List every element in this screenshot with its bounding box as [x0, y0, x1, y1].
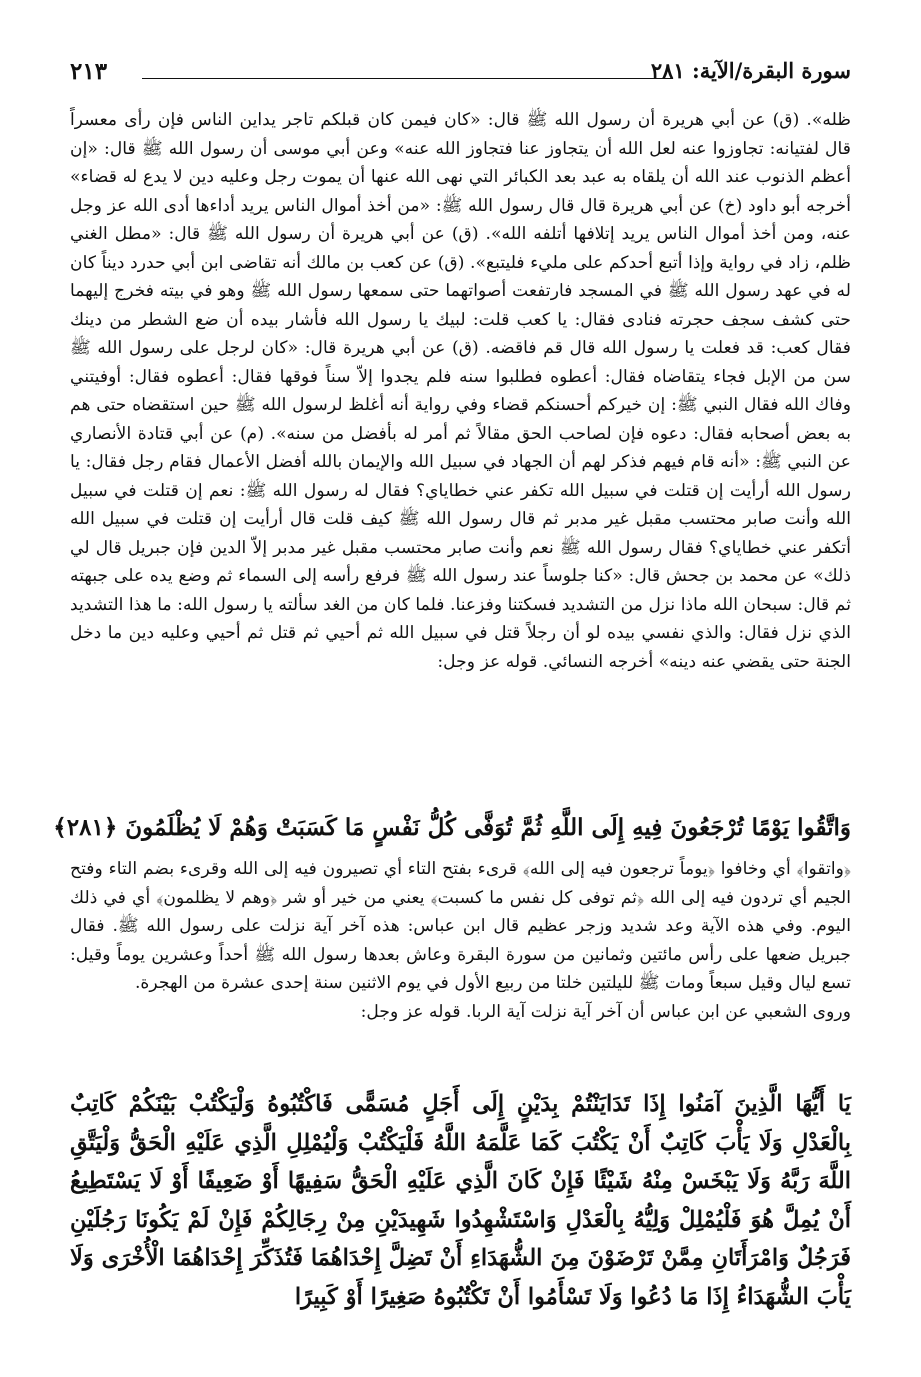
- header-rule: [142, 78, 673, 79]
- paragraph-hadith: ظله». (ق) عن أبي هريرة أن رسول الله ﷺ قال: «كان فيمن كان قبلكم تاجر يداين الناس فإن رأى معسراً قال لفتيانه: تجاوزوا عنه لعل الله أن يتجاوز عنا فتجاوز الله عنه» وعن أبي موسى أن رسول الله ﷺ قال: «إن أعظم الذنوب عند الله أن يلقاه به عبد بعد الكبائر التي نهى الله عنها أن يموت رجل وعليه دين لا يدع له قضاء» أخرجه أبو داود (خ) عن أبي هريرة قال قال رسول الله ﷺ: «من أخذ أموال الناس يريد أداءها أدى الله عز وجل عنه، ومن أخذ أموال الناس يريد إتلافها أتلفه الله». (ق) عن أبي هريرة أن رسول الله ﷺ قال: «مطل الغني ظلم، زاد في رواية وإذا أتبع أحدكم على مليء فليتبع». (ق) عن كعب بن مالك أنه تقاضى ابن أبي حدرد ديناً كان له في عهد رسول الله ﷺ في المسجد فارتفعت أصواتهما حتى سمعها رسول الله ﷺ وهو في بيته فخرج إليهما حتى كشف سجف حجرته فنادى فقال: يا كعب قلت: لبيك يا رسول الله فأشار بيده أن ضع الشطر من دينك فقال كعب: قد فعلت يا رسول الله قال قم فاقضه. (ق) عن أبي هريرة قال: «كان لرجل على رسول الله ﷺ سن من الإبل فجاء يتقاضاه فقال: أعطوه فطلبوا سنه فلم يجدوا إلاّ سناً فوقها فقال: أعطوه فقال: أوفيتني وفاك الله فقال النبي ﷺ: إن خيركم أحسنكم قضاء وفي رواية أنه أغلظ لرسول الله ﷺ حين استقضاه حتى هم به بعض أصحابه فقال: دعوه فإن لصاحب الحق مقالاً ثم أمر له بأفضل من سنه». (م) عن أبي قتادة الأنصاري عن النبي ﷺ: «أنه قام فيهم فذكر لهم أن الجهاد في سبيل الله والإيمان بالله أفضل الأعمال فقام رجل فقال: يا رسول الله أرأيت إن قتلت في سبيل الله تكفر عني خطاياي؟ فقال له رسول الله ﷺ: نعم إن قتلت في سبيل الله وأنت صابر محتسب مقبل غير مدبر ثم قال رسول الله ﷺ كيف قلت قال أرأيت إن قتلت في سبيل الله أتكفر عني خطاياي؟ فقال رسول الله ﷺ نعم وأنت صابر محتسب مقبل غير مدبر إلاّ الدين فإن جبريل قال لي ذلك» عن محمد بن جحش قال: «كنا جلوساً عند رسول الله ﷺ فرفع رأسه إلى السماء ثم وضع يده على جبهته ثم قال: سبحان الله ماذا نزل من التشديد فسكتنا وفزعنا. فلما كان من الغد سألته يا رسول الله: ما هذا التشديد الذي نزل فقال: والذي نفسي بيده لو أن رجلاً قتل في سبيل الله ثم أحيي ثم قتل ثم أحيي وعليه دين ما دخل الجنة حتى يقضي عنه دينه» أخرجه النسائي. قوله عز وجل:: [70, 110, 851, 672]
- page-number: ٢١٣: [70, 58, 108, 85]
- paragraph-shabi: وروى الشعبي عن ابن عباس أن آخر آية نزلت آية الربا. قوله عز وجل:: [360, 1001, 851, 1022]
- main-text: [70, 106, 851, 676]
- page-header: [70, 58, 851, 90]
- verse-282-text: يَا أَيُّهَا الَّذِينَ آمَنُوا إِذَا تَدَايَنْتُمْ بِدَيْنٍ إِلَى أَجَلٍ مُسَمًّى فَاكْتُبُوهُ وَلْيَكْتُبْ بَيْنَكُمْ كَاتِبٌ بِالْعَدْلِ وَلَا يَأْبَ كَاتِبٌ أَنْ يَكْتُبَ كَمَا عَلَّمَهُ اللَّهُ فَلْيَكْتُبْ وَلْيُمْلِلِ الَّذِي عَلَيْهِ الْحَقُّ وَلْيَتَّقِ اللَّهَ رَبَّهُ وَلَا يَبْخَسْ مِنْهُ شَيْئًا فَإِنْ كَانَ الَّذِي عَلَيْهِ الْحَقُّ سَفِيهًا أَوْ ضَعِيفًا أَوْ لَا يَسْتَطِيعُ أَنْ يُمِلَّ هُوَ فَلْيُمْلِلْ وَلِيُّهُ بِالْعَدْلِ وَاسْتَشْهِدُوا شَهِيدَيْنِ مِنْ رِجَالِكُمْ فَإِنْ لَمْ يَكُونَا رَجُلَيْنِ فَرَجُلٌ وَامْرَأَتَانِ مِمَّنْ تَرْضَوْنَ مِنَ الشُّهَدَاءِ أَنْ تَضِلَّ إِحْدَاهُمَا فَتُذَكِّرَ إِحْدَاهُمَا الْأُخْرَى وَلَا يَأْبَ الشُّهَدَاءُ إِذَا مَا دُعُوا وَلَا تَسْأَمُوا أَنْ تَكْتُبُوهُ صَغِيرًا أَوْ كَبِيرًا: [70, 1091, 851, 1310]
- verse-282: [70, 1085, 851, 1316]
- tafsir-text: [70, 855, 851, 1026]
- running-title: سورة البقرة/الآية: ٢٨١: [650, 58, 851, 83]
- paragraph-tafsir: ﴿واتقوا﴾ أي وخافوا ﴿يوماً ترجعون فيه إلى الله﴾ قرىء بفتح التاء أي تصيرون فيه إلى الله وقرىء بضم التاء وفتح الجيم أي تردون فيه إلى الله ﴿ثم توفى كل نفس ما كسبت﴾ يعني من خير أو شر ﴿وهم لا يظلمون﴾ أي في ذلك اليوم. وفي هذه الآية وعد شديد وزجر عظيم قال ابن عباس: هذه آخر آية نزلت على رسول الله ﷺ. فقال جبريل ضعها على رأس مائتين وثمانين من سورة البقرة وعاش بعدها رسول الله ﷺ أحداً وعشرين يوماً وقيل: تسع ليال وقيل سبعاً ومات ﷺ لليلتين خلتا من ربيع الأول في يوم الاثنين سنة إحدى عشرة من الهجرة.: [70, 859, 851, 993]
- verse-281: وَاتَّقُوا يَوْمًا تُرْجَعُونَ فِيهِ إِلَى اللَّهِ ثُمَّ تُوَفَّى كُلُّ نَفْسٍ مَا كَسَبَتْ وَهُمْ لَا يُظْلَمُونَ ﴿٢٨١﴾: [53, 814, 851, 841]
